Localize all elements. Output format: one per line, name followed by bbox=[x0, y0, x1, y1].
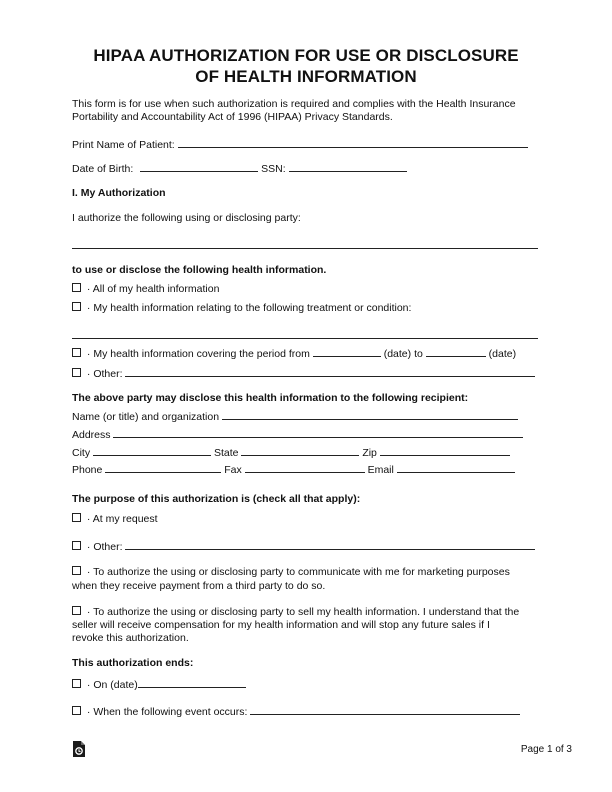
option-period-label: My health information covering the period from bbox=[93, 348, 310, 360]
option-period-to-label: (date) to bbox=[383, 348, 423, 360]
print-name-field[interactable] bbox=[178, 138, 528, 148]
purpose-marketing-label-2: when they receive payment from a third party to do so. bbox=[72, 580, 326, 592]
other-info-field[interactable] bbox=[125, 367, 535, 377]
city-label: City bbox=[72, 447, 91, 459]
authorize-text: I authorize the following using or disclosing party: bbox=[72, 212, 301, 224]
ends-event-field[interactable] bbox=[250, 705, 520, 715]
state-label: State bbox=[213, 447, 239, 459]
recipient-name-field[interactable] bbox=[222, 410, 518, 420]
purpose-other: · Other: bbox=[72, 540, 535, 554]
option-period: · My health information covering the period from (date) to (date) bbox=[72, 347, 516, 361]
use-disclose-heading: to use or disclose the following health information. bbox=[72, 264, 327, 276]
checkbox-ends-date[interactable] bbox=[72, 679, 81, 688]
dob-ssn-row bbox=[72, 162, 407, 176]
checkbox-purpose-marketing[interactable] bbox=[72, 566, 81, 575]
ssn-field[interactable] bbox=[289, 162, 407, 172]
address-field[interactable] bbox=[113, 428, 523, 438]
option-relating-label: My health information relating to the following treatment or condition: bbox=[93, 302, 412, 314]
document-title-line-2: OF HEALTH INFORMATION bbox=[195, 67, 417, 86]
ends-event: · When the following event occurs: bbox=[72, 705, 520, 719]
purpose-marketing: · To authorize the using or disclosing party to communicate with me for marketing purposes bbox=[72, 566, 510, 579]
zip-field[interactable] bbox=[380, 446, 510, 456]
ends-event-label: When the following event occurs: bbox=[93, 706, 248, 718]
dob-label: Date of Birth: bbox=[72, 163, 134, 175]
address-label: Address bbox=[72, 429, 111, 441]
disclosing-party-field[interactable] bbox=[72, 248, 538, 249]
fax-label: Fax bbox=[224, 464, 242, 476]
ends-date-field[interactable] bbox=[138, 678, 246, 688]
checkbox-period[interactable] bbox=[72, 348, 81, 357]
address-row bbox=[72, 428, 523, 442]
purpose-request-label: At my request bbox=[92, 513, 158, 525]
option-other: · Other: bbox=[72, 367, 535, 381]
purpose-sell-label-2: seller will receive compensation for my health information and will stop any future sales if I bbox=[72, 619, 490, 631]
purpose-other-field[interactable] bbox=[125, 540, 535, 550]
checkbox-purpose-request[interactable] bbox=[72, 513, 81, 522]
purpose-sell: · To authorize the using or disclosing party to sell my health information. I understand that the bbox=[72, 606, 519, 619]
city-state-zip-row bbox=[72, 446, 510, 460]
period-to-field[interactable] bbox=[426, 347, 486, 357]
checkbox-purpose-sell[interactable] bbox=[72, 606, 81, 615]
purpose-other-label: Other: bbox=[93, 541, 123, 553]
recipient-name-row bbox=[72, 410, 518, 424]
section-1-heading: I. My Authorization bbox=[72, 187, 166, 199]
checkbox-relating[interactable] bbox=[72, 302, 81, 311]
document-title-line-1: HIPAA AUTHORIZATION FOR USE OR DISCLOSURE bbox=[93, 46, 519, 65]
checkbox-other[interactable] bbox=[72, 368, 81, 377]
purpose-request: · At my request bbox=[72, 513, 158, 526]
purpose-sell-label-1: To authorize the using or disclosing party to sell my health information. I understand that the bbox=[93, 606, 520, 618]
ssn-label: SSN: bbox=[261, 163, 286, 175]
email-field[interactable] bbox=[397, 463, 515, 473]
page-number: Page 1 of 3 bbox=[520, 744, 572, 755]
state-field[interactable] bbox=[241, 446, 359, 456]
phone-field[interactable] bbox=[105, 463, 221, 473]
phone-label: Phone bbox=[72, 464, 103, 476]
checkbox-purpose-other[interactable] bbox=[72, 541, 81, 550]
option-other-label: Other: bbox=[93, 368, 123, 380]
intro-text-line-2: Portability and Accountability Act of 1996 (HIPAA) Privacy Standards. bbox=[72, 111, 393, 123]
intro-text-line-1: This form is for use when such authorization is required and complies with the Health Insurance bbox=[72, 98, 516, 110]
ends-on-date-label: On (date) bbox=[93, 679, 138, 691]
checkbox-all-info[interactable] bbox=[72, 283, 81, 292]
purpose-heading: The purpose of this authorization is (check all that apply): bbox=[72, 493, 361, 505]
fax-field[interactable] bbox=[245, 463, 365, 473]
zip-label: Zip bbox=[362, 447, 377, 459]
purpose-marketing-label-1: To authorize the using or disclosing party to communicate with me for marketing purposes bbox=[93, 566, 510, 578]
email-label: Email bbox=[367, 464, 394, 476]
period-from-field[interactable] bbox=[313, 347, 381, 357]
phone-fax-email-row bbox=[72, 463, 515, 477]
print-name-label: Print Name of Patient: bbox=[72, 139, 175, 151]
option-period-end-label: (date) bbox=[488, 348, 517, 360]
dob-field[interactable] bbox=[140, 162, 258, 172]
option-all-info: · All of my health information bbox=[72, 283, 219, 296]
print-name-row bbox=[72, 138, 528, 152]
document-logo-icon bbox=[72, 741, 86, 758]
option-relating: · My health information relating to the following treatment or condition: bbox=[72, 302, 411, 315]
ends-heading: This authorization ends: bbox=[72, 657, 194, 669]
purpose-sell-label-3: revoke this authorization. bbox=[72, 632, 189, 644]
city-field[interactable] bbox=[93, 446, 211, 456]
treatment-condition-field[interactable] bbox=[72, 338, 538, 339]
recipient-name-label: Name (or title) and organization bbox=[72, 411, 220, 423]
ends-on-date: · On (date) bbox=[72, 678, 246, 692]
recipient-heading: The above party may disclose this health information to the following recipient: bbox=[72, 392, 469, 404]
option-all-info-label: All of my health information bbox=[92, 283, 220, 295]
checkbox-ends-event[interactable] bbox=[72, 706, 81, 715]
